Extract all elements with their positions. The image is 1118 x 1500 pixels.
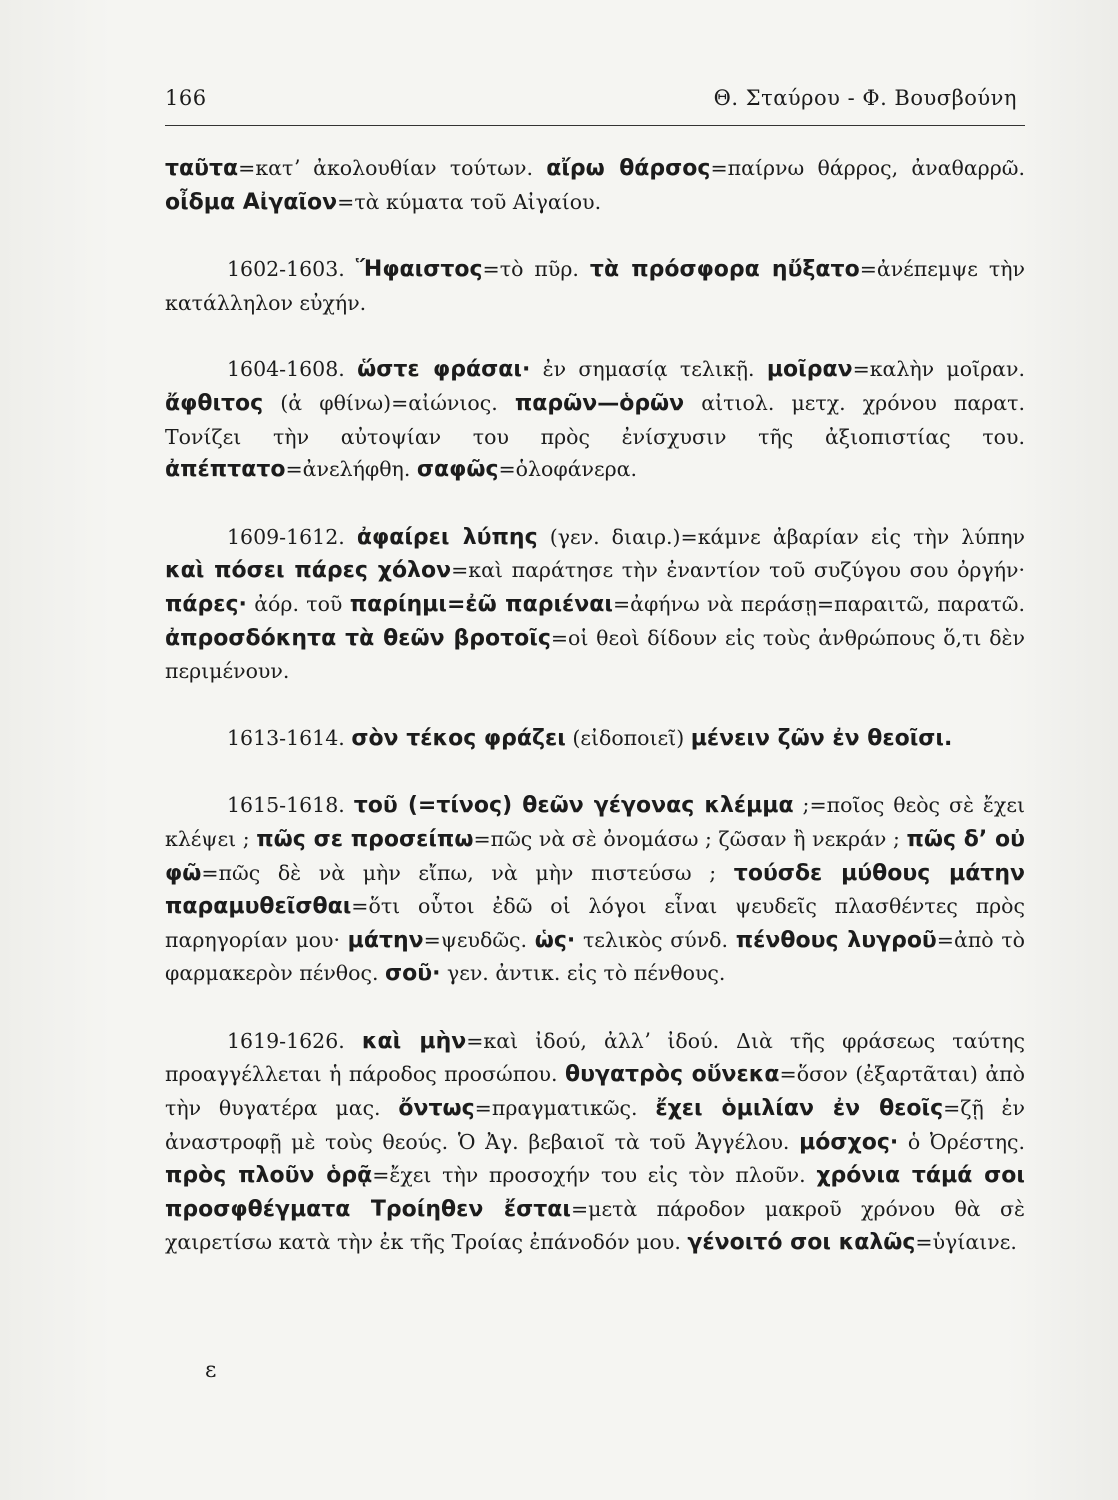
gloss: ;=ποῖος θεὸς σὲ ἔχει κλέψει ; [165,793,1025,851]
running-head [165,86,1017,110]
lemma: πάρες· [165,591,247,617]
lemma: αἴρω θάρσος [546,156,711,181]
gloss: =μετὰ πάροδον μακροῦ χρόνου θὰ σὲ χαιρετίσω κατὰ τὴν ἐκ τῆς Τροίας ἐπάνοδόν μου. [165,1196,1025,1255]
commentary-text [165,152,1025,1294]
lemma: παρῶν—ὁρῶν [514,390,685,416]
gloss: =ἀνελήφθη. [285,457,417,482]
gloss: γεν. ἀντικ. εἰς τὸ πένθους. [440,961,726,986]
page-number: 166 [165,86,207,110]
commentary-paragraph [165,152,1025,219]
lemma: ἄφθιτος [165,390,264,416]
verse-range: 1602-1603. [227,257,356,282]
lemma: μόσχος· [799,1129,899,1155]
gloss: (γεν. διαιρ.)=κάμνε ἀβαρίαν εἰς τὴν λύπην [537,524,1026,549]
gloss: τελικὸς σύνδ. [575,927,736,952]
lemma: ἀπέπτατο [165,457,286,483]
lemma: σὸν τέκος φράζει [351,725,566,751]
gloss: =ἀφήνω νὰ περάσῃ=παραιτῶ, παρατῶ. [612,591,1025,616]
lemma: πῶς δʼ οὐ φῶ [165,826,1025,886]
lemma: ταῦτα [165,156,239,181]
lemma: πρὸς πλοῦν ὁρᾷ [165,1163,373,1189]
verse-range: 1604-1608. [227,357,358,382]
gloss: =πραγματικῶς. [474,1096,656,1121]
lemma: τοῦ (=τίνος) θεῶν γέγονας κλέμμα [353,793,794,819]
lemma: πῶς σε προσείπω [256,826,474,852]
gloss: =οἱ θεοὶ δίδουν εἰς τοὺς ἀνθρώπους ὅ,τι δὲν περιμένουν. [165,625,1025,684]
lemma: τούσδε μύθους μάτην παραμυθεῖσθαι [165,860,1025,920]
lemma: γένοιτό σοι καλῶς [687,1230,916,1256]
gloss: =παίρνω θάρρος, ἀναθαρρῶ. [710,156,1026,180]
gloss: =ὅτι οὗτοι ἐδῶ οἱ λόγοι εἶναι ψευδεῖς πλασθέντες πρὸς παρηγορίαν μου· [165,894,1025,952]
header-rule [165,125,1025,126]
lemma: ἀφαίρει λύπης [356,524,538,550]
lemma: σοῦ· [384,961,441,987]
commentary-paragraph [165,521,1025,688]
gloss: =ἀπὸ τὸ φαρμακερὸν πένθος. [165,927,1025,986]
commentary-paragraph [165,722,1025,756]
gloss: =ἔχει τὴν προσοχήν του εἰς τὸν πλοῦν. [372,1163,817,1188]
gloss: =ἀνέπεμψε τὴν κατάλληλον εὐχήν. [165,257,1025,315]
lemma: πένθους λυγροῦ [735,927,937,953]
verse-range: 1609-1612. [227,524,357,549]
lemma: καὶ πόσει πάρες χόλον [165,558,452,584]
lemma: ἔχει ὁμιλίαν ἐν θεοῖς [655,1096,944,1122]
lemma: Ἥφαιστος [355,257,483,283]
lemma: ὄντως [398,1096,475,1122]
gloss: =ὁλοφάνερα. [498,457,638,482]
gloss: ὁ Ὀρέστης. [898,1129,1025,1154]
gloss: =πῶς δὲ νὰ μὴν εἴπω, νὰ μὴν πιστεύσω ; [201,860,734,885]
closing-mark: ε [205,1358,217,1383]
gloss: =τὸ πῦρ. [482,257,590,282]
commentary-paragraph [165,789,1025,991]
gloss: =καὶ παράτησε τὴν ἐναντίον τοῦ συζύγου σου ὀργήν· [451,558,1026,583]
lemma: θυγατρὸς οὕνεκα [564,1062,780,1088]
verse-range: 1615-1618. [227,793,354,818]
commentary-paragraph [165,253,1025,319]
gloss: αἰτιολ. μετχ. χρόνου παρατ. Τονίζει τὴν αὐτοψίαν του πρὸς ἐνίσχυσιν τῆς ἀξιοπιστίας του. [165,390,1025,449]
gloss: =καὶ ἰδού, ἀλλʼ ἰδού. Διὰ τῆς φράσεως ταύτης προαγγέλλεται ἡ πάροδος προσώπου. [165,1028,1025,1087]
lemma: μάτην [347,927,424,953]
lemma: ὥστε φράσαι· [357,357,531,383]
running-head-authors: Θ. Σταύρου - Φ. Βουσβούνη [713,86,1017,110]
gloss: =ψευδῶς. [423,927,535,952]
lemma: μένειν ζῶν ἐν θεοῖσι. [690,725,953,751]
verse-range: 1619-1626. [227,1028,362,1053]
lemma: ὡς· [534,927,576,953]
gloss: =ὑγίαινε. [915,1230,1017,1255]
lemma: παρίημι=ἐῶ παριέναι [349,591,613,617]
lemma: χρόνια τάμά σοι προσφθέγματα Τροίηθεν ἔσται [165,1163,1025,1222]
gloss: ἀόρ. τοῦ [246,591,350,616]
gloss: =κατʼ ἀκολουθίαν τούτων. [238,156,547,180]
gloss: =καλὴν μοῖραν. [852,357,1025,382]
commentary-paragraph [165,353,1025,486]
gloss: =ὅσον (ἐξαρτᾶται) ἀπὸ τὴν θυγατέρα μας. [165,1062,1026,1121]
lemma: οἶδμα Αἰγαῖον [165,189,338,215]
gloss: ἐν σημασίᾳ τελικῇ. [530,357,767,382]
lemma: ἀπροσδόκητα τὰ θεῶν βροτοῖς [165,625,551,651]
gloss: =τὰ κύματα τοῦ Αἰγαίου. [337,189,602,214]
gloss: (εἰδοποιεῖ) [565,725,691,750]
verse-range: 1613-1614. [227,725,352,750]
lemma: καὶ μὴν [361,1028,467,1054]
lemma: τὰ πρόσφορα ηὔξατο [589,257,860,283]
gloss: (ἀ φθίνω)=αἰώνιος. [263,390,515,415]
lemma: σαφῶς [416,457,499,483]
commentary-paragraph [165,1025,1025,1260]
lemma: μοῖραν [766,357,853,383]
gloss: =πῶς νὰ σὲ ὀνομάσω ; ζῶσαν ἢ νεκράν ; [473,826,907,851]
gloss: =ζῇ ἐν ἀναστροφῇ μὲ τοὺς θεούς. Ὁ Ἀγ. βεβαιοῖ τὰ τοῦ Ἀγγέλου. [165,1096,1025,1154]
